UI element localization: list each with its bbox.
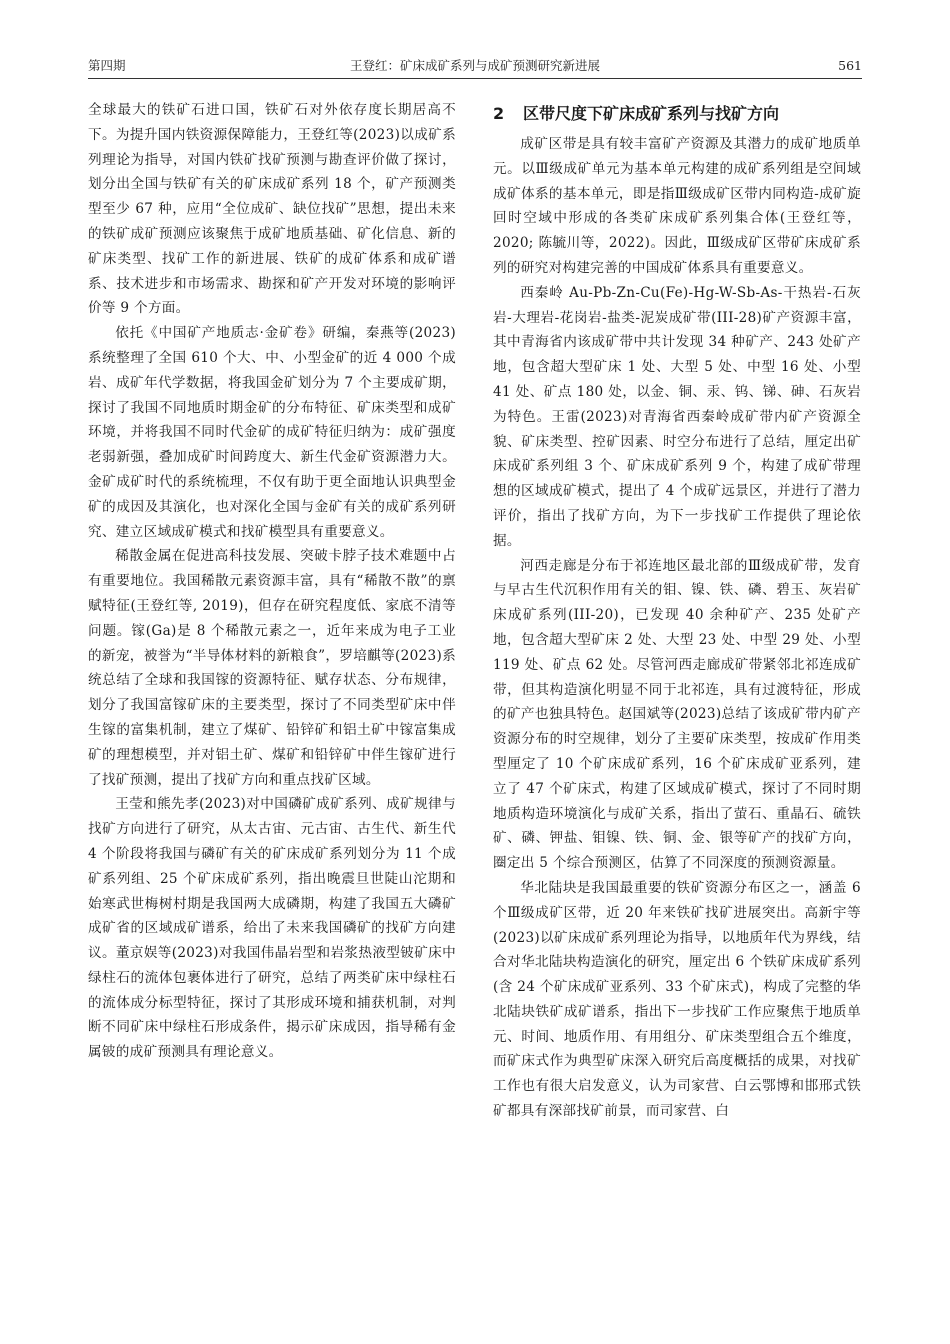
paragraph: 成矿区带是具有较丰富矿产资源及其潜力的成矿地质单元。以Ⅲ级成矿单元为基本单元构建的成矿系列组是空间域成矿体系的基本单元，即是指Ⅲ级成矿区带内同构造-成矿旋回时空域中形成的各类矿床成矿系列集合体(王登红等，2020; 陈毓川等，2022)。因此，Ⅲ级成矿区带矿床成矿系列的研究对构建完善的中国成矿体系具有重要意义。 (493, 136, 861, 276)
issue-label: 第四期 (88, 58, 126, 73)
running-header (88, 56, 862, 76)
paragraph: 稀散金属在促进高科技发展、突破卡脖子技术难题中占有重要地位。我国稀散元素资源丰富，具有“稀散不散”的禀赋特征(王登红等, 2019)，但存在研究程度低、家底不清等问题。镓(Ga)是 8 个稀散元素之一，近年来成为电子工业的新宠，被誉为“半导体材料的新粮食”，罗培麒等(2023)系统总结了全球和我国镓的资源特征、赋存状态、分布规律，划分了我国富镓矿床的主要类型，探讨了不同类型矿床中伴生镓的富集机制，建立了煤矿、铅锌矿和铝土矿中镓富集成矿的理想模型，并对铝土矿、煤矿和铅锌矿中伴生镓矿进行了找矿预测，提出了找矿方向和重点找矿区域。 (88, 548, 456, 788)
paragraph: 华北陆块是我国最重要的铁矿资源分布区之一，涵盖 6 个Ⅲ级成矿区带，近 20 年来铁矿找矿进展突出。高新宇等(2023)以矿床成矿系列理论为指导，以地质年代为界线，结合对华北陆块构造演化的研究，厘定出 6 个铁矿床成矿系列(含 24 个矿床成矿亚系列、33 个矿床式)，构成了完整的华北陆块铁矿成矿谱系，指出下一步找矿工作应聚焦于地质单元、时间、地质作用、有用组分、矿床类型组合五个维度，而矿床式作为典型矿床深入研究后高度概括的成果，对找矿工作也有很大启发意义，认为司家营、白云鄂博和邯邢式铁矿都具有深部找矿前景，而司家营、白 (493, 879, 861, 1120)
paragraph: 西秦岭 Au-Pb-Zn-Cu(Fe)-Hg-W-Sb-As-干热岩-石灰岩-大理岩-花岗岩-盐类-泥炭成矿带(III-28)矿产资源丰富，其中青海省内该成矿带中共计发现 34 种矿产、243 处矿产地，包含超大型矿床 1 处、大型 5 处、中型 16 处、小型 41 处、矿点 180 处，以金、铜、汞、钨、锑、砷、石灰岩为特色。王雷(2023)对青海省西秦岭成矿带内矿产资源全貌、矿床类型、控矿因素、时空分布进行了总结，厘定出矿床成矿系列组 3 个、矿床成矿系列 9 个，构建了成矿带理想的区域成矿模式，提出了 4 个成矿远景区，并进行了潜力评价，指出了找矿方向，为下一步找矿工作提供了理论依据。 (493, 284, 861, 549)
paragraph: 河西走廊是分布于祁连地区最北部的Ⅲ级成矿带，发育与早古生代沉积作用有关的钼、镍、铁、磷、碧玉、灰岩矿床成矿系列(III-20)，已发现 40 余种矿产、235 处矿产地，包含超大型矿床 2 处、大型 23 处、中型 29 处、小型 119 处、矿点 62 处。尽管河西走廊成矿带紧邻北祁连成矿带，但其构造演化明显不同于北祁连，具有过渡特征，形成的矿产也独具特色。赵国斌等(2023)总结了该成矿带内矿产资源分布的时空规律，划分了主要矿床类型，按成矿作用类型厘定了 10 个矿床成矿系列，16 个矿床成矿亚系列，建立了 47 个矿床式，构建了区域成矿模式，探讨了不同时期地质构造环境演化与成矿关系，指出了萤石、重晶石、硫铁矿、磷、钾盐、钼镍、铁、铜、金、银等矿产的找矿方向，圈定出 5 个综合预测区，估算了不同深度的预测资源量。 (493, 557, 861, 872)
page-number: 561 (838, 58, 862, 73)
section-heading (493, 102, 861, 126)
paragraph: 依托《中国矿产地质志·金矿卷》研编，秦燕等(2023)系统整理了全国 610 个大、中、小型金矿的近 4 000 个成岩、成矿年代学数据，将我国金矿划分为 7 个主要成矿期，探讨了我国不同地质时期金矿的分布特征、矿床类型和成矿环境，并将我国不同时代金矿的成矿特征归纳为：成矿强度老弱新强，叠加成矿时间跨度大、新生代金矿资源潜力大。金矿成矿时代的系统梳理，不仅有助于更全面地认识典型金矿的成因及其演化，也对深化全国与金矿有关的成矿系列研究、建立区域成矿模式和找矿模型具有重要意义。 (88, 325, 456, 540)
right-column (493, 98, 861, 1124)
left-column (88, 98, 456, 1065)
section-title: 区带尺度下矿床成矿系列与找矿方向 (523, 104, 780, 123)
section-number: 2 (493, 104, 505, 123)
paragraph: 全球最大的铁矿石进口国，铁矿石对外依存度长期居高不下。为提升国内铁资源保障能力，王登红等(2023)以成矿系列理论为指导，对国内铁矿找矿预测与勘查评价做了探讨，划分出全国与铁矿有关的矿床成矿系列 18 个，矿产预测类型至少 67 种，应用“全位成矿、缺位找矿”思想，提出未来的铁矿成矿预测应该聚焦于成矿地质基础、矿化信息、新的矿床类型、找矿工作的新进展、铁矿的成矿体系和成矿谱系、技术进步和市场需求、勘探和矿产开发对环境的影响评价等 9 个方面。 (88, 102, 456, 317)
running-title: 王登红：矿床成矿系列与成矿预测研究新进展 (349, 58, 600, 73)
header-rule (88, 78, 862, 79)
paragraph: 王莹和熊先孝(2023)对中国磷矿成矿系列、成矿规律与找矿方向进行了研究，从太古宙、元古宙、古生代、新生代 4 个阶段将我国与磷矿有关的矿床成矿系列划分为 11 个成矿系列组、25 个矿床成矿系列，指出晚震旦世陡山沱期和始寒武世梅树村期是我国两大成磷期，构建了我国五大磷矿成矿省的区域成矿谱系，给出了未来我国磷矿的找矿方向建议。董京娱等(2023)对我国伟晶岩型和岩浆热液型铍矿床中绿柱石的流体包裹体进行了研究，总结了两类矿床中绿柱石的流体成分标型特征，探讨了其形成环境和捕获机制，对判断不同矿床中绿柱石形成条件，揭示矿床成因，指导稀有金属铍的成矿预测具有理论意义。 (88, 796, 456, 1061)
